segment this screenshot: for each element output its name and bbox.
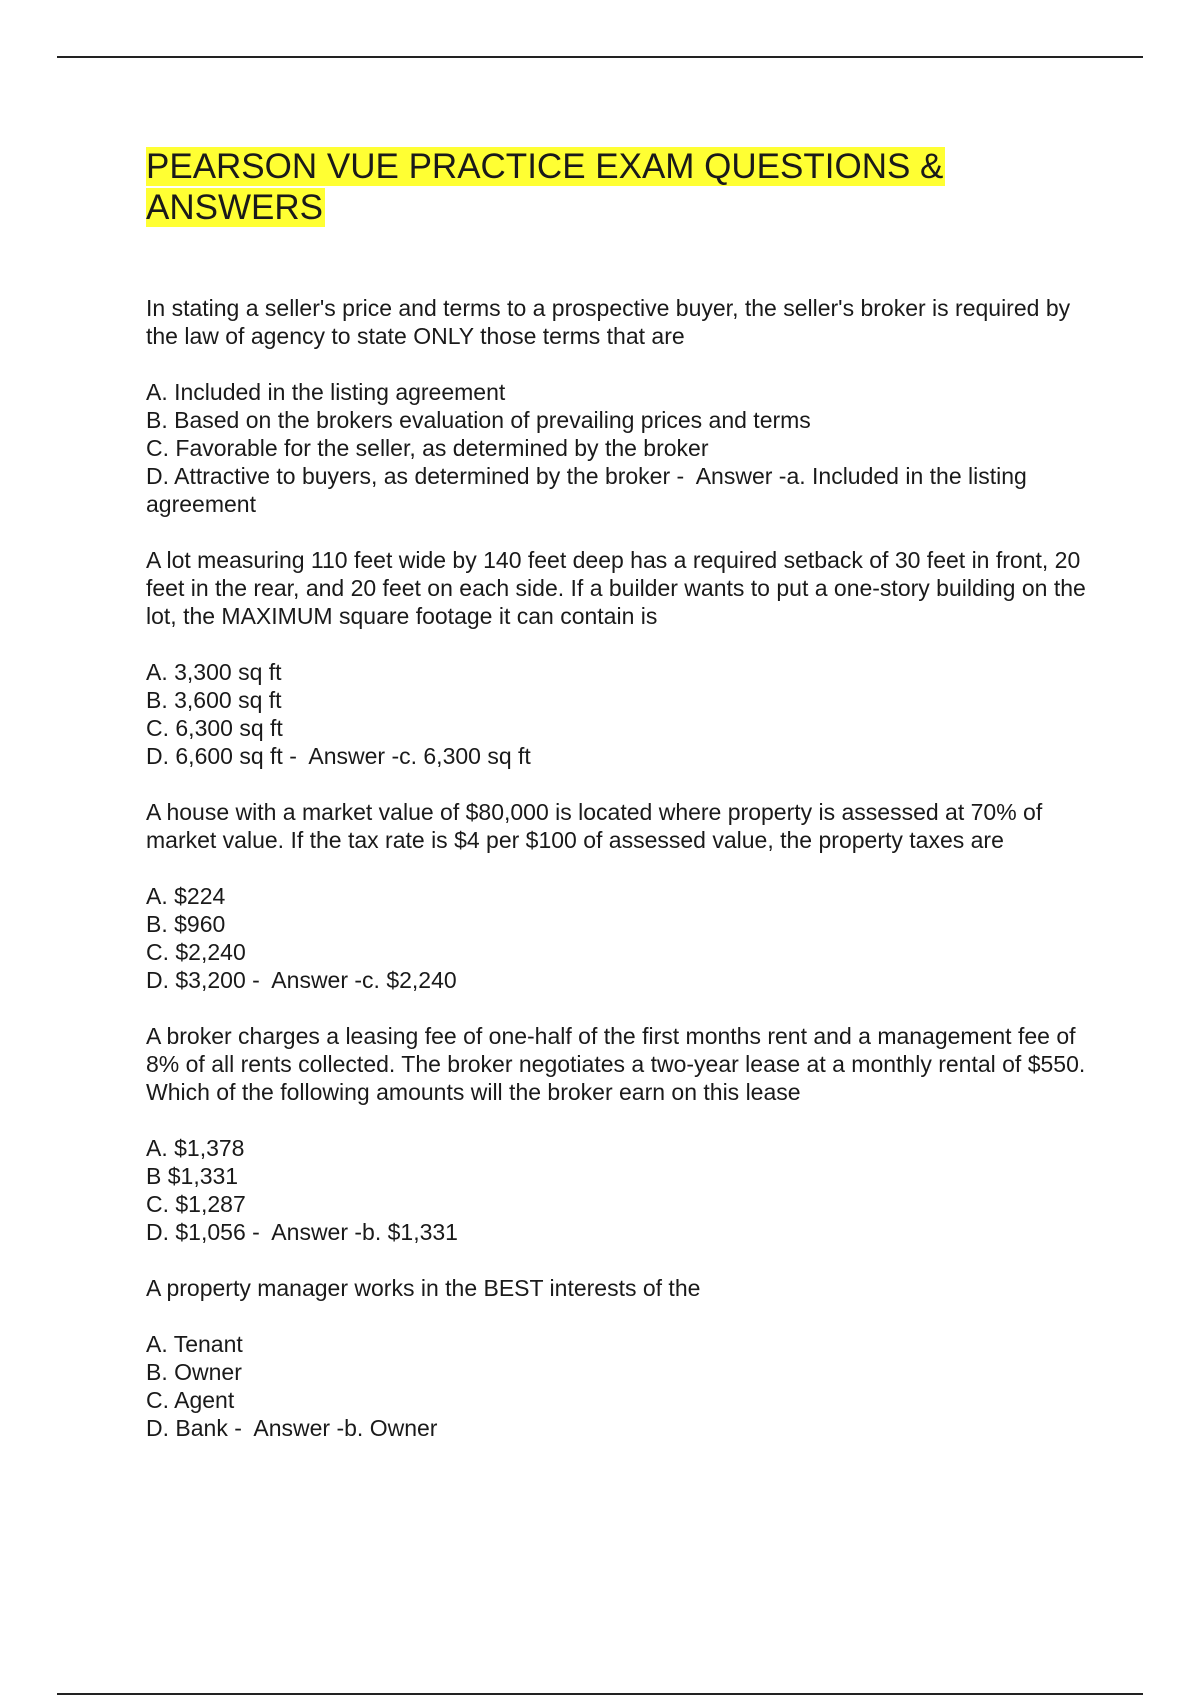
option-d-text: D. Bank <box>146 1415 228 1441</box>
question-list <box>146 294 1096 1470</box>
option-c: C. Agent <box>146 1387 235 1413</box>
top-rule <box>57 56 1143 58</box>
answer-text: - Answer -a. Included in the listing agreement <box>146 463 1034 517</box>
answer-options <box>146 1330 1096 1442</box>
answer-options <box>146 1134 1096 1246</box>
question-5 <box>146 1274 1096 1442</box>
option-a: A. $1,378 <box>146 1135 245 1161</box>
option-b: B. 3,600 sq ft <box>146 687 282 713</box>
option-a: A. 3,300 sq ft <box>146 659 282 685</box>
option-c: C. $2,240 <box>146 939 246 965</box>
option-d <box>146 1414 1096 1442</box>
answer-text: - Answer -b. Owner <box>227 1415 438 1441</box>
option-d-text: D. Attractive to buyers, as determined by the broker <box>146 463 671 489</box>
bottom-rule <box>57 1693 1143 1695</box>
question-stem: A property manager works in the BEST interests of the <box>146 1275 701 1301</box>
option-a: A. Included in the listing agreement <box>146 379 506 405</box>
document-title-text: PEARSON VUE PRACTICE EXAM QUESTIONS & ANSWERS <box>146 147 944 227</box>
answer-options <box>146 658 1096 770</box>
option-b: B $1,331 <box>146 1163 239 1189</box>
option-b: B. $960 <box>146 911 226 937</box>
option-b: B. Owner <box>146 1359 242 1385</box>
option-d <box>146 742 1096 770</box>
question-4 <box>146 1022 1096 1246</box>
answer-text: - Answer -c. $2,240 <box>245 967 457 993</box>
option-c: C. 6,300 sq ft <box>146 715 283 741</box>
question-stem: A house with a market value of $80,000 is located where property is assessed at 70% of market value. If the tax rate is $4 per $100 of assessed value, the property taxes are <box>146 799 1043 853</box>
question-1 <box>146 294 1096 518</box>
answer-text: - Answer -c. 6,300 sq ft <box>282 743 531 769</box>
option-c: C. Favorable for the seller, as determined by the broker <box>146 435 709 461</box>
option-a: A. Tenant <box>146 1331 243 1357</box>
document-title <box>146 146 1046 228</box>
answer-options <box>146 882 1096 994</box>
question-stem: A broker charges a leasing fee of one-half of the first months rent and a management fee of 8% of all rents collected. The broker negotiates a two-year lease at a monthly rental of $550. Which of the following amounts will the broker earn on this lease <box>146 1023 1086 1105</box>
option-d <box>146 966 1096 994</box>
option-b: B. Based on the brokers evaluation of prevailing prices and terms <box>146 407 811 433</box>
option-d-text: D. 6,600 sq ft <box>146 743 283 769</box>
option-a: A. $224 <box>146 883 226 909</box>
option-d-text: D. $1,056 <box>146 1219 246 1245</box>
option-c: C. $1,287 <box>146 1191 246 1217</box>
question-2 <box>146 546 1096 770</box>
question-3 <box>146 798 1096 994</box>
question-stem: In stating a seller's price and terms to a prospective buyer, the seller's broker is required by the law of agency to state ONLY those terms that are <box>146 295 1071 349</box>
option-d-text: D. $3,200 <box>146 967 246 993</box>
question-stem: A lot measuring 110 feet wide by 140 feet deep has a required setback of 30 feet in front, 20 feet in the rear, and 20 feet on each side. If a builder wants to put a one-story building on the lot, the MAXIMUM square footage it can contain is <box>146 547 1086 629</box>
option-d <box>146 462 1096 518</box>
answer-text: - Answer -b. $1,331 <box>245 1219 458 1245</box>
answer-options <box>146 378 1096 518</box>
option-d <box>146 1218 1096 1246</box>
